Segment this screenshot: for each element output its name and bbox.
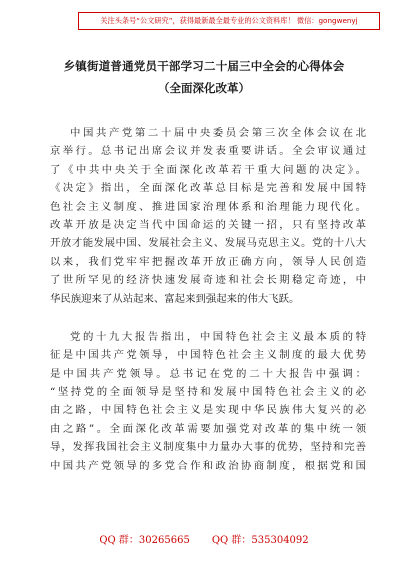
text-line: 华民族迎来了从站起来、富起来到强起来的伟大飞跃。 xyxy=(50,292,300,305)
text-line: 党的十九大报告指出，中国特色社会主义最本质的特 xyxy=(70,330,366,343)
text-line: 导，发挥我国社会主义制度集中力量办大事的优势，坚持和完善 xyxy=(50,441,366,454)
text-line: 了世所罕见的经济快速发展奇迹和社会长期稳定奇迹，中 xyxy=(50,274,366,287)
document-subtitle: （全面深化改革） xyxy=(158,81,250,95)
text-line: 中国共产党第二十届中央委员会第三次全体会议在北 xyxy=(70,127,366,139)
text-line: 由之路”。全面深化改革需要加强党对改革的集中统一领 xyxy=(50,422,366,435)
paragraph-1 xyxy=(50,124,366,308)
footer-contacts xyxy=(0,534,408,548)
text-line: 以来，我们党牢牢把握改革开放正确方向，领导人民创造 xyxy=(50,255,366,268)
text-line: 由之路，中国特色社会主义是实现中华民族伟大复兴的必 xyxy=(50,404,366,417)
text-line: 是中国共产党领导。总书记在党的二十大报告中强调： xyxy=(50,367,366,380)
text-line: 中国共产党领导的多党合作和政治协商制度，根据党和国 xyxy=(50,459,366,472)
paragraph-2 xyxy=(50,328,366,475)
document-body xyxy=(50,124,366,475)
text-line: 了《中共中央关于全面深化改革若干重大问题的决定》。 xyxy=(50,163,366,176)
text-line: 征是中国共产党领导，中国特色社会主义制度的最大优势 xyxy=(50,349,366,362)
text-line: “坚持党的全面领导是坚持和发展中国特色社会主义的必 xyxy=(50,386,366,399)
document-title: 乡镇街道普通党员干部学习二十届三中全会的心得体会 xyxy=(63,59,345,73)
text-line: 京举行。总书记出席会议并发表重要讲话。全会审议通过 xyxy=(50,145,366,158)
text-line: 《决定》指出，全面深化改革总目标是完善和发展中国特 xyxy=(50,182,366,195)
text-line: 色社会主义制度、推进国家治理体系和治理能力现代化。 xyxy=(50,200,366,213)
top-banner: 关注头条号“公文研究”，获得最新最全最专业的公文资料库！ 微信：gongwenyj xyxy=(78,12,380,30)
footer-qq-group-2: QQ 群：535304092 xyxy=(211,535,309,546)
text-line: 开放才能发展中国、发展社会主义、发展马克思主义。党的十八大 xyxy=(50,237,366,250)
text-line: 改革开放是决定当代中国命运的关键一招，只有坚持改革 xyxy=(50,218,366,231)
footer-qq-group-1: QQ 群：30265665 xyxy=(99,535,190,546)
